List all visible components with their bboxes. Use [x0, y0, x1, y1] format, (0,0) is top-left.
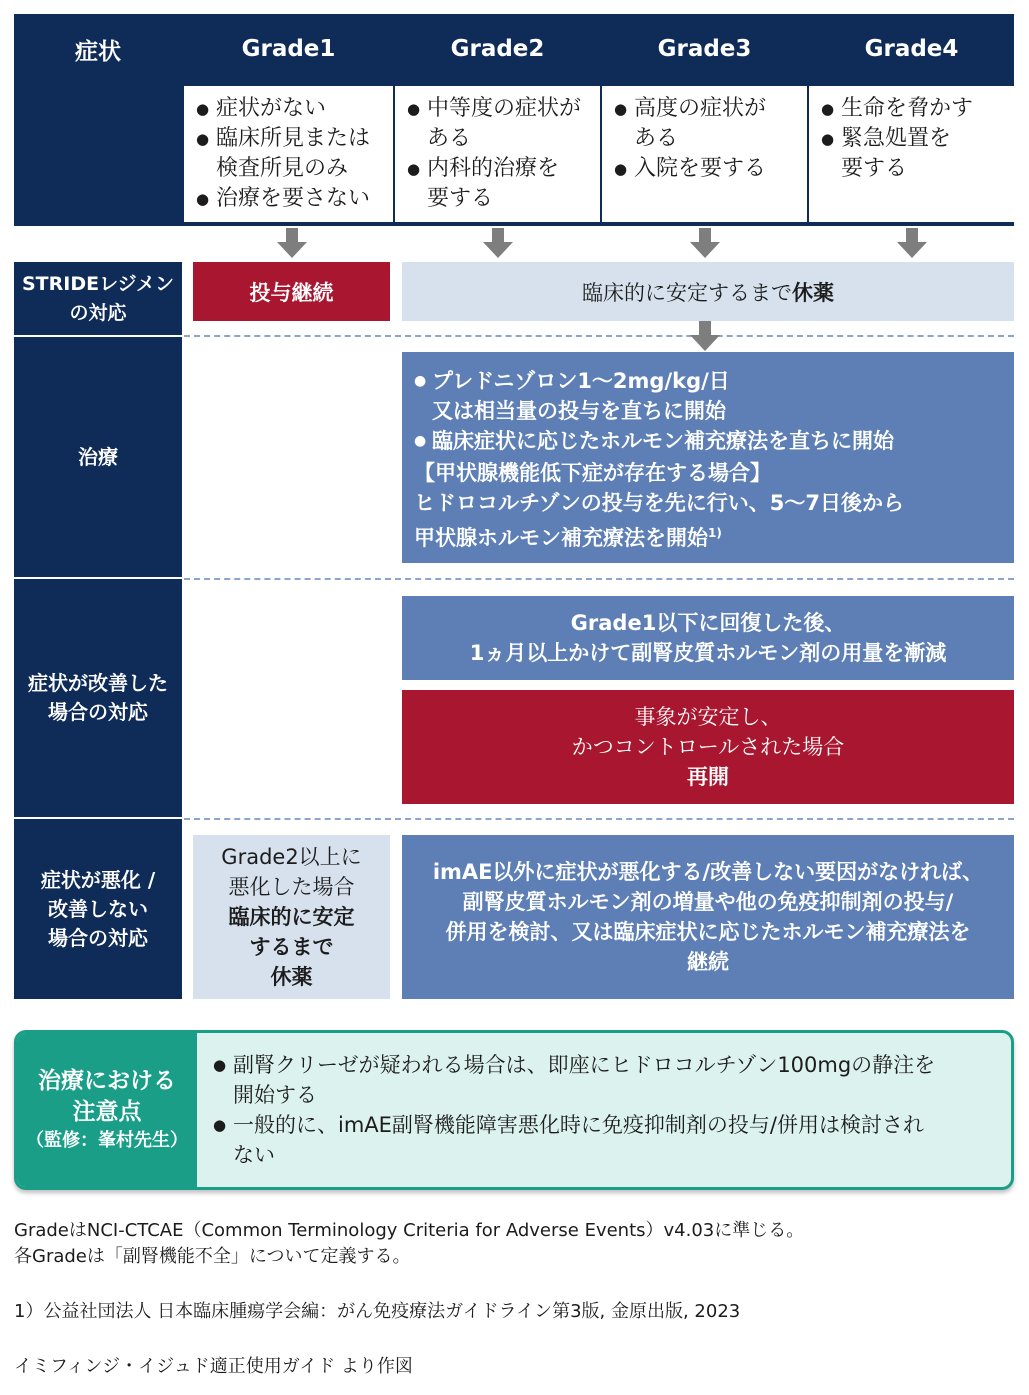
row-label-treatment: [14, 337, 182, 577]
pause-dosing-bold: 休薬: [792, 280, 834, 305]
caution-item: ● 一般的に、imAE副腎機能障害悪化時に免疫抑制剤の投与/併用は検討され ない: [213, 1110, 1003, 1170]
pause-dosing-text: 臨床的に安定するまで: [582, 280, 792, 305]
grade3-symptoms: [602, 86, 807, 222]
hypothyroid-body: [414, 488, 1002, 553]
improved-label-text: 症状が改善した 場合の対応: [28, 671, 168, 724]
row-label-stride: [14, 262, 182, 335]
treatment-box: [402, 352, 1014, 563]
treatment-bullet: ● 臨床症状に応じたホルモン補充療法を直ちに開始: [414, 429, 894, 453]
row-divider: [184, 818, 1014, 820]
resume-box: [402, 690, 1014, 804]
grade3-symptom-item: ● 高度の症状が ある: [614, 94, 799, 154]
grade1-worsened-bold: 臨床的に安定 するまで 休薬: [228, 905, 355, 989]
pause-dosing-box: [402, 262, 1014, 321]
header-grade2-label: Grade2: [450, 36, 545, 62]
continue-dosing-text: 投与継続: [249, 280, 334, 305]
down-arrow-icon: [483, 228, 513, 258]
caution-title: 治療における 注意点: [38, 1068, 176, 1125]
grade1-symptom-item: ● 臨床所見または 検査所見のみ: [196, 124, 385, 184]
stride-label-text: STRIDEレジメン の対応: [21, 272, 175, 324]
resume-text: 事象が安定し、 かつコントロールされた場合: [571, 705, 845, 759]
down-arrow-icon: [690, 321, 720, 351]
row-label-worsened: [14, 819, 182, 999]
caution-title-panel: [17, 1033, 197, 1187]
row-divider: [184, 578, 1014, 580]
footer-note-1: GradeはNCI-CTCAE（Common Terminology Criteria for Adverse Events）v4.03に準じる。: [14, 1220, 805, 1241]
caution-list: [213, 1050, 1003, 1170]
grade4-symptom-item: ● 生命を脅かす: [821, 94, 1006, 124]
grade1-worsened-box: [193, 835, 390, 999]
caution-box: [14, 1030, 1014, 1190]
header-grade1-cell: [184, 14, 393, 84]
grade3-symptom-item: ● 入院を要する: [614, 154, 799, 184]
footer-source: イミフィンジ・イジュド適正使用ガイド より作図: [14, 1356, 413, 1377]
grade2-symptoms: [395, 86, 600, 222]
down-arrow-icon: [277, 228, 307, 258]
resume-bold: 再開: [687, 765, 729, 789]
worsened-label-text: 症状が悪化 / 改善しない 場合の対応: [40, 867, 156, 950]
header-grade1-label: Grade1: [241, 36, 336, 62]
footer-reference: 1）公益社団法人 日本臨床腫瘍学会編：がん免疫療法ガイドライン第3版, 金原出版, 2023: [14, 1301, 741, 1322]
header-grade4-label: Grade4: [864, 36, 959, 62]
continue-dosing-box: [193, 262, 390, 321]
header-grade3-cell: [602, 14, 807, 84]
header-symptom-cell: [14, 14, 182, 84]
caution-item: ● 副腎クリーゼが疑われる場合は、即座にヒドロコルチゾン100mgの静注を 開始する: [213, 1050, 1003, 1110]
hypothyroid-title: 【甲状腺機能低下症が存在する場合】: [414, 461, 771, 485]
taper-box: [402, 596, 1014, 680]
header-symptom-label: 症状: [75, 38, 121, 65]
row-label-improved: [14, 579, 182, 817]
grade2-symptom-item: ● 内科的治療を 要する: [407, 154, 592, 214]
hypothyroid-body-text: ヒドロコルチゾンの投与を先に行い、5〜7日後から 甲状腺ホルモン補充療法を開始: [414, 491, 904, 550]
down-arrow-icon: [690, 228, 720, 258]
header-grade3-label: Grade3: [657, 36, 752, 62]
treatment-bullet1-text: プレドニゾロン1〜2mg/kg/日 又は相当量の投与を直ちに開始: [432, 369, 730, 423]
grade1-worsened-text: Grade2以上に 悪化した場合: [221, 845, 362, 899]
grade1-symptom-item: ● 治療を要さない: [196, 184, 385, 214]
grade2-symptom-item: ● 中等度の症状が ある: [407, 94, 592, 154]
treatment-bullet2-text: 臨床症状に応じたホルモン補充療法を直ちに開始: [432, 429, 894, 453]
taper-text: Grade1以下に回復した後、 1ヵ月以上かけて副腎皮質ホルモン剤の用量を漸減: [469, 611, 947, 665]
grade4-symptoms: [809, 86, 1014, 222]
header-grade4-cell: [809, 14, 1014, 84]
header-grade2-cell: [395, 14, 600, 84]
grade1-symptom-item: ● 症状がない: [196, 94, 385, 124]
worsened-main-box: [402, 835, 1014, 999]
caution-subtitle: （監修：峯村先生）: [26, 1130, 188, 1151]
grade1-symptoms: [184, 86, 393, 222]
down-arrow-icon: [897, 228, 927, 258]
treatment-label-text: 治療: [78, 444, 118, 469]
treatment-bullet: ● プレドニゾロン1〜2mg/kg/日 又は相当量の投与を直ちに開始: [414, 369, 730, 423]
reference-marker: 1): [708, 526, 722, 540]
grade4-symptom-item: ● 緊急処置を 要する: [821, 124, 1006, 184]
worsened-main-text: imAE以外に症状が悪化する/改善しない要因がなければ、 副腎皮質ホルモン剤の増量や他の免疫抑制剤の投与/ 併用を検討、又は臨床症状に応じたホルモン補充療法を 継続: [432, 860, 984, 974]
row-divider: [184, 335, 1014, 337]
footer-note-2: 各Gradeは「副腎機能不全」について定義する。: [14, 1246, 411, 1267]
